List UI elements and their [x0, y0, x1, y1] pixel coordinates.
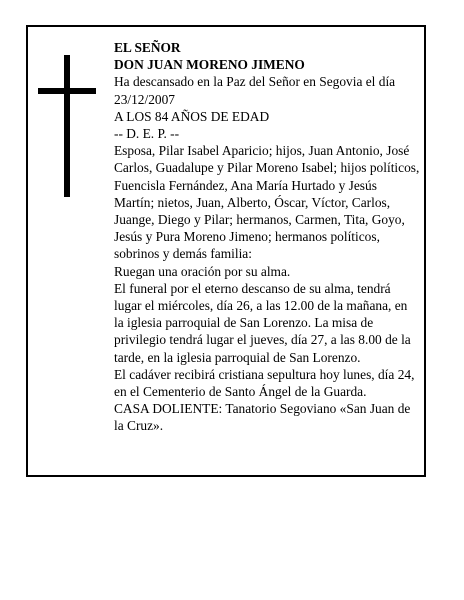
rest-statement: Ha descansado en la Paz del Señor en Segovia el día 23/12/2007: [114, 74, 396, 107]
obituary-text: [114, 39, 420, 435]
age-statement: A LOS 84 AÑOS DE EDAD: [114, 108, 270, 124]
rip-line: -- D. E. P. --: [114, 126, 180, 142]
cross-horizontal-bar: [38, 88, 96, 94]
family-paragraph: Esposa, Pilar Isabel Aparicio; hijos, Juan Antonio, José Carlos, Guadalupe y Pilar Moreno Isabel; hijos políticos, Fuencisla Fernández, Ana María Hurtado y Jesús Martín; nietos, Juan, Alberto, Óscar, Víctor, Carlos, Juange, Diego y Pilar; hermanos, Carmen, Tita, Goyo, Jesús y Pura Moreno Jimeno; hermanos políticos, sobrinos y demás familia:: [114, 143, 420, 262]
notice-title: EL SEÑOR: [114, 40, 181, 55]
prayer-request: Ruegan una oración por su alma.: [114, 263, 291, 279]
burial-details: El cadáver recibirá cristiana sepultura hoy lunes, día 24, en el Cementerio de Santo Ángel de la Guarda.: [114, 366, 415, 400]
cross-vertical-bar: [64, 55, 70, 197]
funeral-details: El funeral por el eterno descanso de su alma, tendrá lugar el miércoles, día 26, a las 12.00 de la mañana, en la iglesia parroquial de San Lorenzo. La misa de privilegio tendrá lugar el jueves, día 27, a las 8.00 de la tarde, en la iglesia parroquial de San Lorenzo.: [114, 280, 411, 365]
mourning-house: CASA DOLIENTE: Tanatorio Segoviano «San Juan de la Cruz».: [114, 401, 411, 434]
cross-icon: [38, 55, 96, 197]
deceased-name: DON JUAN MORENO JIMENO: [114, 57, 305, 73]
